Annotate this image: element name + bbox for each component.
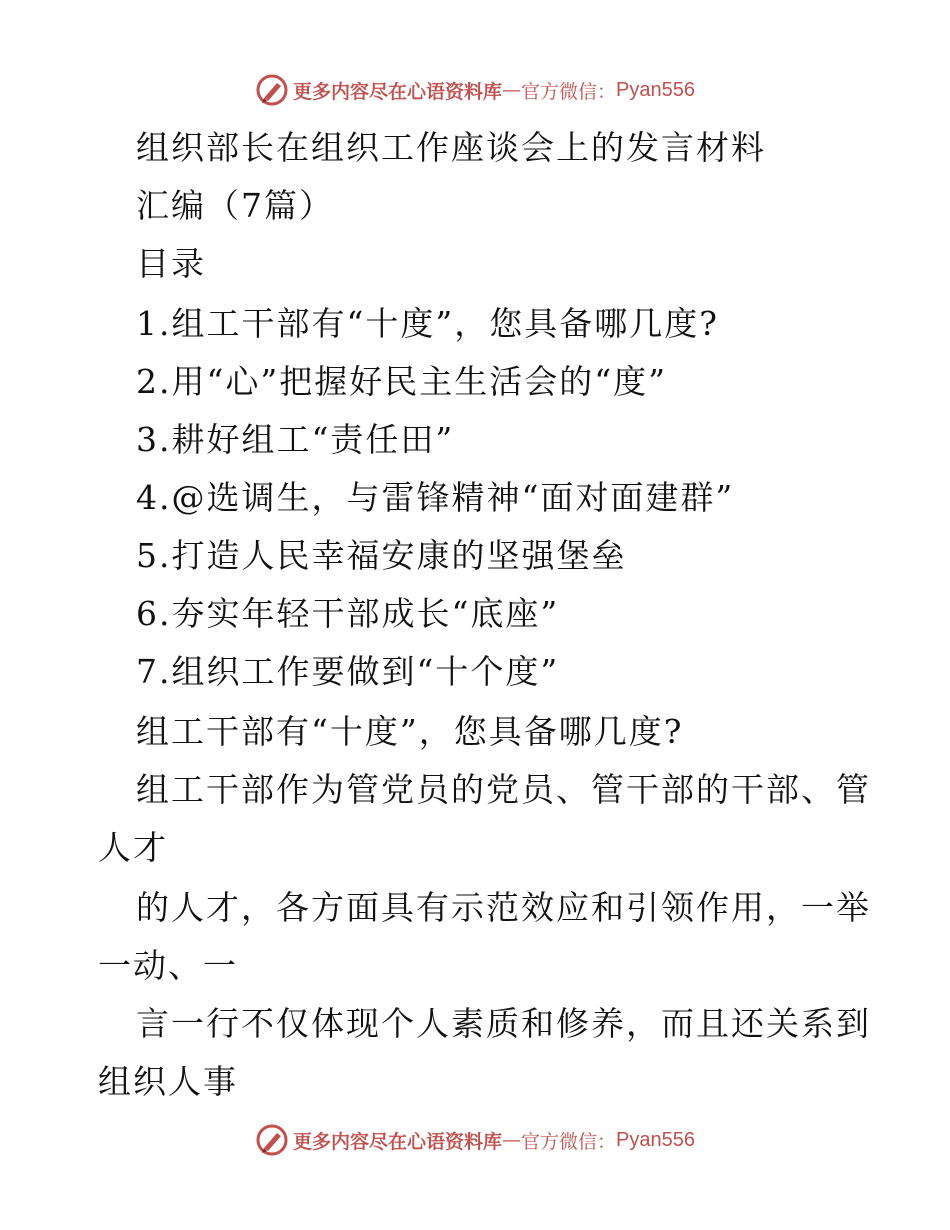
toc-item: 1.组工干部有“十度”，您具备哪几度? <box>136 304 719 343</box>
document-title-line-1: 组织部长在组织工作座谈会上的发言材料 <box>136 128 766 167</box>
banner-wechat-label: 官方微信： <box>521 80 617 103</box>
pen-logo-icon <box>255 73 289 107</box>
body-line: 一动、一 <box>98 946 238 985</box>
banner-dash: — <box>502 79 522 101</box>
banner-wechat-label: 官方微信： <box>521 1130 617 1153</box>
toc-item: 4.@选调生，与雷锋精神“面对面建群” <box>136 478 735 517</box>
banner-dash: — <box>502 1129 522 1151</box>
banner-site-text: 更多内容尽在心语资料库 <box>293 1130 503 1153</box>
body-line: 的人才，各方面具有示范效应和引领作用，一举 <box>136 888 871 927</box>
banner-wechat-id: Pyan556 <box>616 1128 695 1151</box>
pen-logo-icon <box>255 1123 289 1157</box>
toc-heading: 目录 <box>136 244 206 283</box>
toc-item: 5.打造人民幸福安康的坚强堡垒 <box>136 536 627 575</box>
banner-wechat-id: Pyan556 <box>616 78 695 101</box>
toc-item: 6.夯实年轻干部成长“底座” <box>136 594 560 633</box>
banner-site-text: 更多内容尽在心语资料库 <box>293 80 503 103</box>
toc-item: 3.耕好组工“责任田” <box>136 420 455 459</box>
document-title-line-2: 汇编（7篇） <box>136 186 334 225</box>
body-line: 言一行不仅体现个人素质和修养，而且还关系到 <box>136 1004 871 1043</box>
body-line: 组工干部作为管党员的党员、管干部的干部、管 <box>136 770 871 809</box>
toc-item: 2.用“心”把握好民主生活会的“度” <box>136 362 667 401</box>
footer-banner <box>0 1120 950 1160</box>
section-title: 组工干部有“十度”，您具备哪几度? <box>136 712 684 751</box>
toc-item: 7.组织工作要做到“十个度” <box>136 652 560 691</box>
header-banner <box>0 70 950 110</box>
body-line: 人才 <box>98 828 168 867</box>
body-line: 组织人事 <box>98 1062 238 1101</box>
